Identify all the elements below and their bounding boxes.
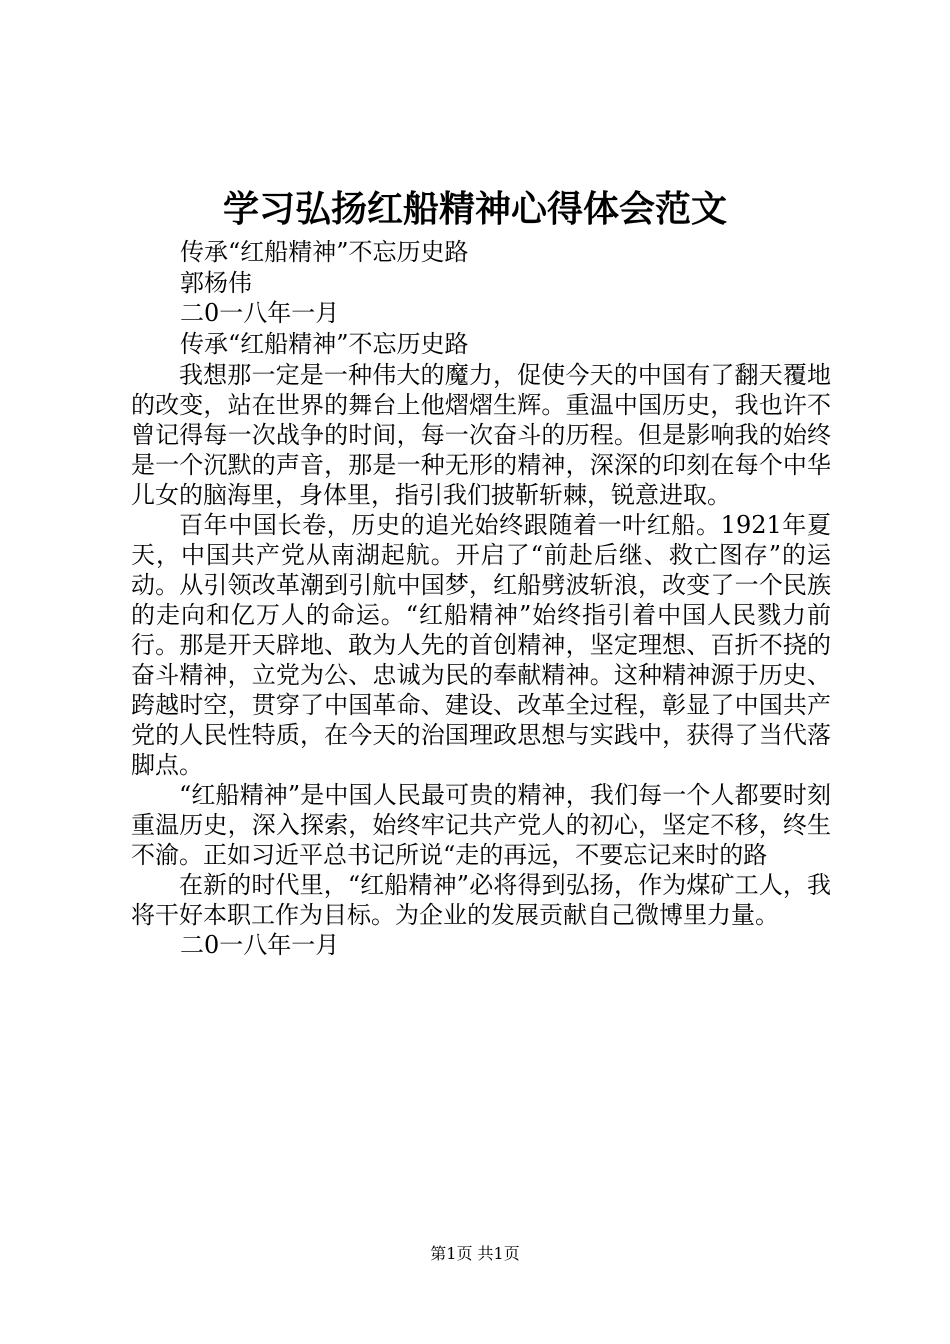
document-body	[131, 360, 831, 960]
document-title: 学习弘扬红船精神心得体会范文	[222, 188, 727, 230]
document-subtitle: 传承“红船精神”不忘历史路	[180, 238, 469, 266]
document-author: 郭杨伟	[180, 269, 252, 297]
body-paragraph: “红船精神”是中国人民最可贵的精神，我们每一个人都要时刻重温历史，深入探索，始终牢记共产党人的初心，坚定不移，终生不渝。正如习近平总书记所说“走的再远，不要忘记来时的路	[131, 781, 831, 869]
closing-date: 二0一八年一月	[180, 931, 340, 959]
body-paragraph: 在新的时代里，“红船精神”必将得到弘扬，作为煤矿工人，我将干好本职工作为目标。为企业的发展贡献自己微博里力量。	[131, 871, 831, 929]
body-paragraph: 我想那一定是一种伟大的魔力，促使今天的中国有了翻天覆地的改变，站在世界的舞台上他熠熠生辉。重温中国历史，我也许不曾记得每一次战争的时间，每一次奋斗的历程。但是影响我的始终是一个沉默的声音，那是一种无形的精神，深深的印刻在每个中华儿女的脑海里，身体里，指引我们披靳斩棘，锐意进取。	[131, 361, 831, 509]
document-date: 二0一八年一月	[180, 299, 340, 327]
page-footer: 第1页 共1页	[430, 1244, 520, 1263]
document-heading-repeat: 传承“红船精神”不忘历史路	[180, 330, 469, 358]
body-paragraph: 百年中国长卷，历史的追光始终跟随着一叶红船。1921年夏天，中国共产党从南湖起航。开启了“前赴后继、救亡图存”的运动。从引领改革潮到引航中国梦，红船劈波斩浪，改变了一个民族的走向和亿万人的命运。“红船精神”始终指引着中国人民戮力前行。那是开天辟地、敢为人先的首创精神，坚定理想、百折不挠的奋斗精神，立党为公、忠诚为民的奉献精神。这种精神源于历史、跨越时空，贯穿了中国革命、建设、改革全过程，彰显了中国共产党的人民性特质，在今天的治国理政思想与实践中，获得了当代落脚点。	[131, 511, 831, 779]
